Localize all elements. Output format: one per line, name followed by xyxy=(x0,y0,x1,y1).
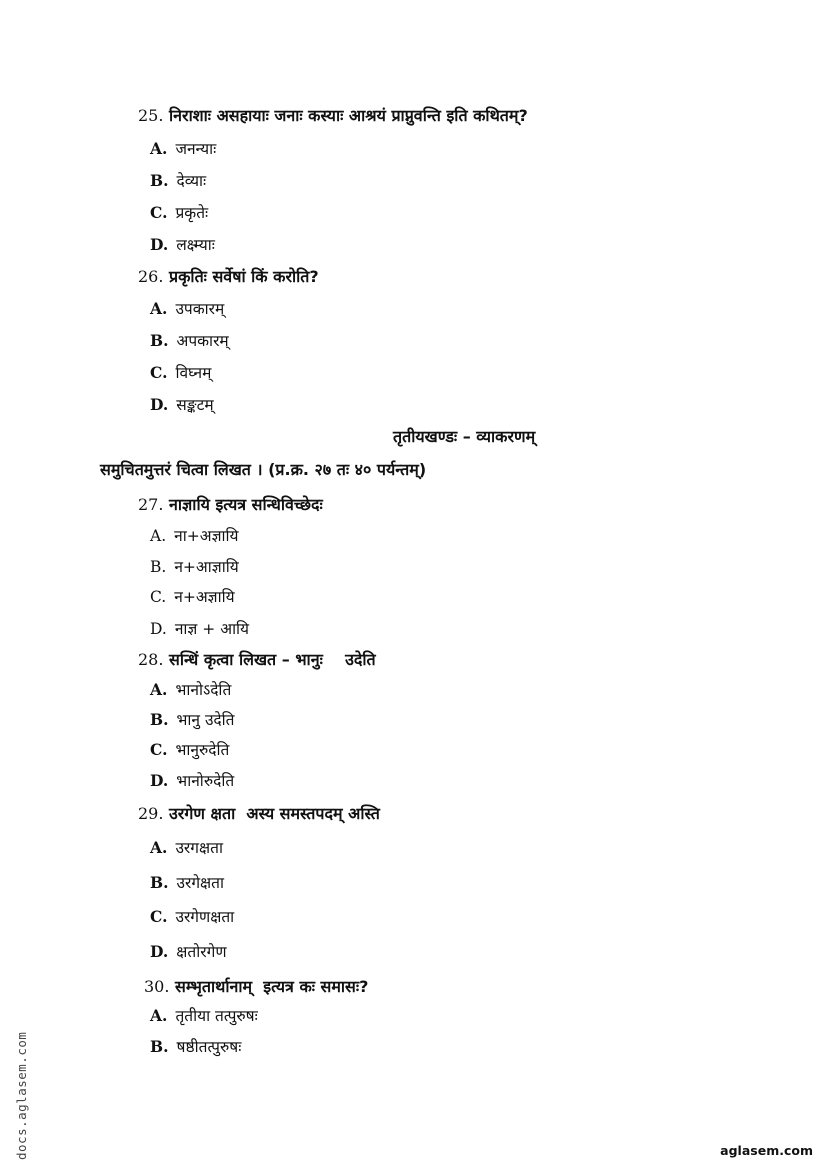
option-27-a xyxy=(150,524,239,546)
option-letter: C. xyxy=(150,907,168,926)
option-text: जनन्याः xyxy=(175,140,217,158)
question-29 xyxy=(138,802,380,824)
footer-site: aglasem.com xyxy=(720,1143,813,1158)
option-letter: A. xyxy=(150,139,168,158)
option-text: क्षतोरगेण xyxy=(176,943,227,961)
question-text: निराशाः असहायाः जनाः कस्याः आश्रयं प्राप्नुवन्ति इति कथितम्? xyxy=(169,106,528,125)
question-number: 28. xyxy=(138,650,164,669)
option-30-b xyxy=(150,1035,241,1057)
option-27-c xyxy=(150,585,235,607)
option-text: षष्ठीतत्पुरुषः xyxy=(176,1038,242,1056)
option-30-a xyxy=(150,1004,258,1026)
question-26 xyxy=(138,265,319,287)
option-letter: B. xyxy=(150,171,169,190)
option-letter: D. xyxy=(150,771,169,790)
option-text: विघ्नम् xyxy=(175,364,212,382)
option-text: भानोरुदेति xyxy=(176,772,235,790)
question-number: 29. xyxy=(138,804,164,823)
option-text: भानोऽदेति xyxy=(175,681,232,699)
option-letter: B. xyxy=(150,1037,169,1056)
option-letter: C. xyxy=(150,740,168,759)
section-heading: तृतीयखण्डः – व्याकरणम् xyxy=(393,427,536,446)
option-letter: A. xyxy=(150,1006,168,1025)
option-letter: A. xyxy=(150,680,168,699)
option-26-d xyxy=(150,393,214,415)
option-29-b xyxy=(150,871,224,893)
option-text: न+अज्ञायि xyxy=(174,588,235,606)
option-25-b xyxy=(150,169,206,191)
option-28-c xyxy=(150,738,229,760)
question-27 xyxy=(138,493,323,515)
option-text: उपकारम् xyxy=(175,300,225,318)
question-number: 30. xyxy=(144,977,170,996)
option-letter: D. xyxy=(150,620,167,638)
question-number: 27. xyxy=(138,495,164,514)
option-text: उरगक्षता xyxy=(175,839,223,857)
option-26-b xyxy=(150,329,229,351)
question-30 xyxy=(144,975,368,997)
option-letter: B. xyxy=(150,710,169,729)
option-text: लक्ष्म्याः xyxy=(176,236,215,254)
option-letter: B. xyxy=(150,558,167,576)
option-letter: B. xyxy=(150,873,169,892)
option-text: उरगेक्षता xyxy=(176,874,225,892)
option-letter: C. xyxy=(150,203,168,222)
option-letter: C. xyxy=(150,588,167,606)
option-letter: A. xyxy=(150,299,168,318)
option-text: भानुरुदेति xyxy=(175,741,230,759)
question-28 xyxy=(138,648,376,670)
question-text: सन्धिं कृत्वा लिखत – भानुः उदेति xyxy=(169,650,376,669)
option-letter: D. xyxy=(150,395,169,414)
option-28-a xyxy=(150,678,231,700)
option-29-a xyxy=(150,836,223,858)
option-26-c xyxy=(150,361,211,383)
option-letter: B. xyxy=(150,331,169,350)
question-text: नाज्ञायि इत्यत्र सन्धिविच्छेदः xyxy=(169,495,323,514)
option-text: ना+अज्ञायि xyxy=(174,527,239,545)
option-letter: A. xyxy=(150,838,168,857)
question-text: सम्भृतार्थानाम् इत्यत्र कः समासः? xyxy=(175,977,369,996)
question-text: प्रकृतिः सर्वेषां किं करोति? xyxy=(169,267,319,286)
option-letter: C. xyxy=(150,363,168,382)
option-text: नाज्ञ + आयि xyxy=(174,620,250,638)
option-text: उरगेणक्षता xyxy=(175,908,235,926)
question-text: उरगेण क्षता अस्य समस्तपदम् अस्ति xyxy=(169,804,380,823)
option-25-c xyxy=(150,201,208,223)
option-letter: A. xyxy=(150,527,167,545)
question-number: 25. xyxy=(138,106,164,125)
option-text: भानु उदेति xyxy=(176,711,235,729)
option-27-b xyxy=(150,555,239,577)
option-28-d xyxy=(150,769,234,791)
option-text: प्रकृतेः xyxy=(175,204,209,222)
option-29-d xyxy=(150,940,227,962)
option-29-c xyxy=(150,905,234,927)
option-text: न+आज्ञायि xyxy=(174,558,239,576)
option-text: तृतीया तत्पुरुषः xyxy=(175,1007,258,1025)
option-letter: D. xyxy=(150,942,169,961)
option-26-a xyxy=(150,297,224,319)
side-watermark: docs.aglasem.com xyxy=(14,1031,29,1160)
question-25 xyxy=(138,104,528,126)
option-letter: D. xyxy=(150,235,169,254)
option-text: अपकारम् xyxy=(176,332,229,350)
option-text: सङ्कटम् xyxy=(176,396,214,414)
option-25-d xyxy=(150,233,215,255)
option-text: देव्याः xyxy=(176,172,207,190)
question-number: 26. xyxy=(138,267,164,286)
option-27-d xyxy=(150,617,249,639)
option-28-b xyxy=(150,708,235,730)
section-instruction: समुचितमुत्तरं चित्वा लिखत । (प्र.क्र. २७ तः ४० पर्यन्तम्) xyxy=(100,460,427,479)
option-25-a xyxy=(150,137,216,159)
